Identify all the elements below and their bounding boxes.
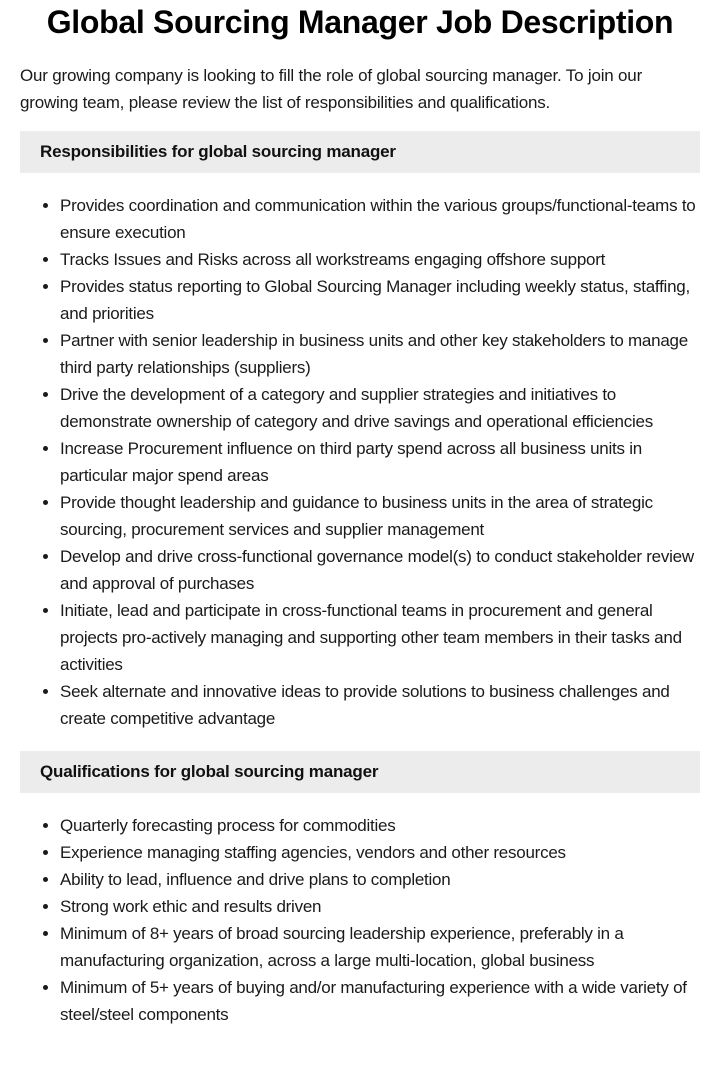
list-item: • Provide thought leadership and guidance to business units in the area of strategic sourcing, procurement services and supplier management: [60, 489, 700, 543]
list-item: • Increase Procurement influence on third party spend across all business units in particular major spend areas: [60, 435, 700, 489]
list-item: • Strong work ethic and results driven: [60, 893, 700, 920]
list-item: • Minimum of 8+ years of broad sourcing leadership experience, preferably in a manufacturing organization, across a large multi-location, global business: [60, 920, 700, 974]
list-item: • Seek alternate and innovative ideas to provide solutions to business challenges and create competitive advantage: [60, 678, 700, 732]
list-item: • Develop and drive cross-functional governance model(s) to conduct stakeholder review and approval of purchases: [60, 543, 700, 597]
list-item: • Drive the development of a category and supplier strategies and initiatives to demonstrate ownership of category and drive savings and operational efficiencies: [60, 381, 700, 435]
responsibilities-list: [20, 192, 700, 732]
list-item: • Tracks Issues and Risks across all workstreams engaging offshore support: [60, 246, 700, 273]
page-title: Global Sourcing Manager Job Description: [46, 4, 674, 40]
list-item: • Ability to lead, influence and drive plans to completion: [60, 866, 700, 893]
list-item: • Initiate, lead and participate in cross-functional teams in procurement and general projects pro-actively managing and supporting other team members in their tasks and activities: [60, 597, 700, 678]
list-item: • Provides coordination and communication within the various groups/functional-teams to ensure execution: [60, 192, 700, 246]
list-item: • Quarterly forecasting process for commodities: [60, 812, 700, 839]
list-item: • Partner with senior leadership in business units and other key stakeholders to manage third party relationships (suppliers): [60, 327, 700, 381]
qualifications-list: [20, 812, 700, 1028]
responsibilities-heading: Responsibilities for global sourcing manager: [20, 131, 700, 173]
list-item: • Minimum of 5+ years of buying and/or manufacturing experience with a wide variety of steel/steel components: [60, 974, 700, 1028]
list-item: • Provides status reporting to Global Sourcing Manager including weekly status, staffing, and priorities: [60, 273, 700, 327]
intro-paragraph: Our growing company is looking to fill the role of global sourcing manager. To join our growing team, please review the list of responsibilities and qualifications.: [20, 66, 643, 112]
qualifications-heading: Qualifications for global sourcing manager: [20, 751, 700, 793]
list-item: • Experience managing staffing agencies, vendors and other resources: [60, 839, 700, 866]
